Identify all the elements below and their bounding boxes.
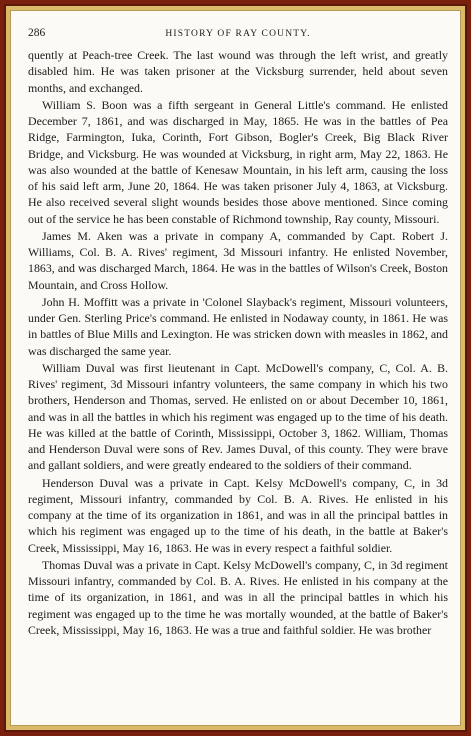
paragraph-thomas-duval: Thomas Duval was a private in Capt. Kelsy McDowell's company, C, in 3d regiment Missouri infantry, commanded by Col. B. A. Rives. He enlisted in his company at the time of its organization, in 1861, and was in all the principal battles in which his regiment was engaged up to the time he was mortally wounded, at the battle of Baker's Creek, Mississippi, May 16, 1863. He was a true and faithful soldier. He was brother (28, 557, 448, 637)
paragraph-aken: James M. Aken was a private in company A, commanded by Capt. Robert J. Williams, Col. B. A. Rives' regiment, 3d Missouri infantry. He enlisted November, 1863, and was discharged March, 1864. He was in the battles of Wilson's Creek, Boston Mountain, and Cross Hollow. (28, 228, 448, 292)
running-title: HISTORY OF RAY COUNTY. (165, 29, 311, 39)
paragraph-continuation: quently at Peach-tree Creek. The last wound was through the left wrist, and greatly disabled him. He was taken prisoner at the Vicksburg surrender, held about seven months, and exchanged. (28, 48, 448, 95)
paragraph-moffitt: John H. Moffitt was a private in 'Colonel Slayback's regiment, Missouri volunteers, under Gen. Sterling Price's command. He enlisted in Nodaway county, in 1861. He was in battles of Blue Mills and Lexington. He was stricken down with measles in 1862, and was discharged the same year. (28, 294, 448, 358)
page-number: 286 (28, 27, 46, 39)
paragraph-henderson-duval: Henderson Duval was a private in Capt. Kelsy McDowell's company, C, in 3d regiment, Missouri infantry, commanded by Col. B. A. Rives. He enlisted in his company at the time of its organization in 1861, and was in all the principal battles in which his regiment was engaged up to the time of his death, in the battle at Baker's Creek, Mississippi, May 16, 1863. He was in every respect a faithful soldier. (28, 475, 448, 555)
page-header (28, 27, 448, 45)
paragraph-boon: William S. Boon was a fifth sergeant in General Little's command. He enlisted December 7, 1861, and was discharged in May, 1865. He was in the battles of Pea Ridge, Farmington, Iuka, Corinth, Fort Gibson, Bogler's Creek, Big Black River Bridge, and Vicksburg. He was wounded at Vicksburg, in right arm, May 22, 1863. He was also wounded at the battle of Kenesaw Mountain, in his left arm, causing the loss of his said left arm, June 20, 1864. He was taken prisoner July 4, 1863, at Vicksburg. He also received several slight wounds besides those above mentioned. Since coming out of the service he has been constable of Richmond township, Ray county, Missouri. (28, 97, 448, 226)
page-frame (4, 4, 467, 732)
paragraph-william-duval: William Duval was first lieutenant in Capt. McDowell's company, C, Col. A. B. Rives' regiment, 3d Missouri infantry volunteers, the same company in which his two brothers, Henderson and Thomas, served. He enlisted on or about December 10, 1861, and was in all the battles in which his regiment was engaged up to the time of his death. He was killed at the battle of Corinth, Mississippi, October 3, 1862. William, Thomas and Henderson Duval were sons of Rev. James Duval, of this county. They were brave and gallant soldiers, and were greatly endeared to the soldiers of their command. (28, 360, 448, 473)
page-body (28, 47, 448, 638)
book-page (10, 10, 461, 726)
